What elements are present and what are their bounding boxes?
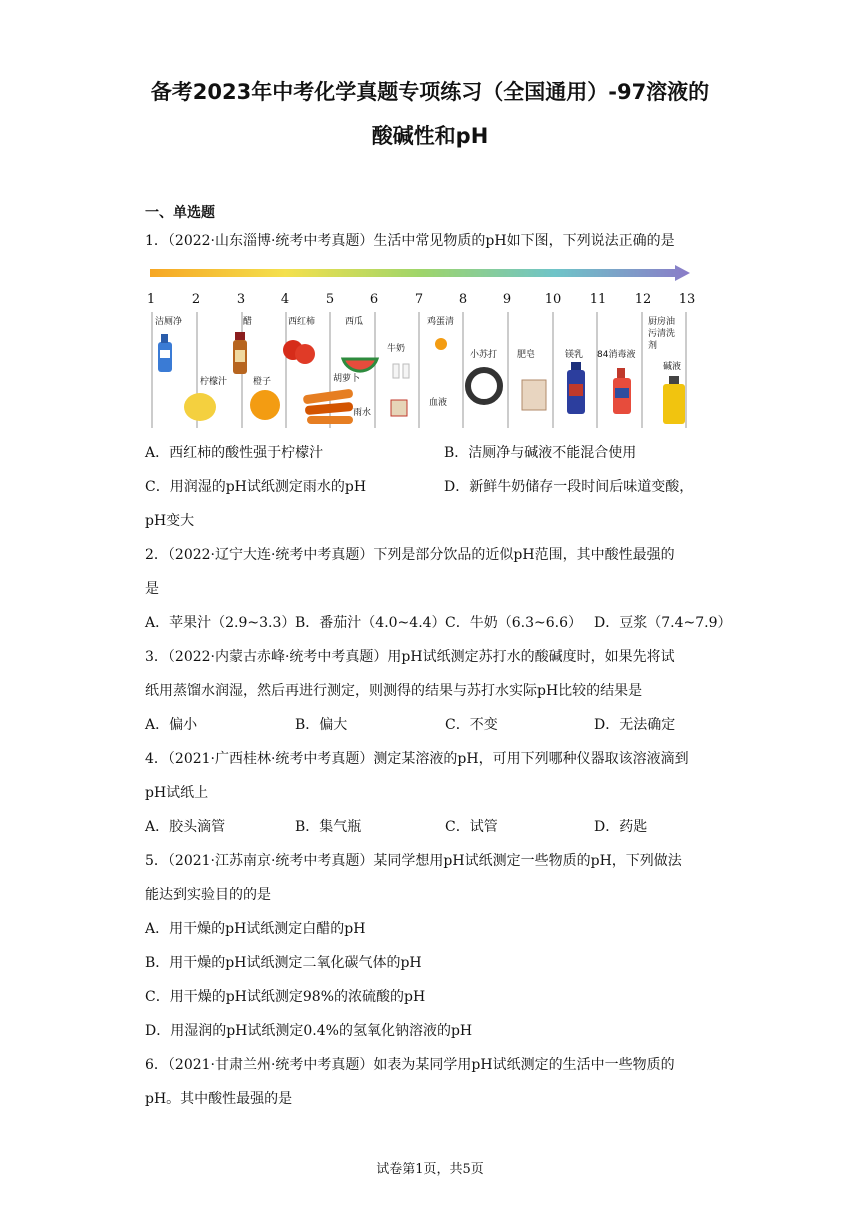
label-soap: 肥皂	[517, 350, 536, 360]
ph-tick: 7	[414, 292, 424, 307]
ph-scale-svg	[145, 262, 705, 432]
q5-option-b: B．用干燥的pH试纸测定二氧化碳气体的pH	[145, 955, 422, 971]
q3-option-b: B．偏大	[295, 717, 348, 733]
q2-stem-cont: 是	[145, 581, 159, 597]
orange-icon	[250, 390, 280, 420]
q6-stem-cont: pH。其中酸性最强的是	[145, 1091, 293, 1107]
label-carrot: 胡萝卜	[333, 374, 361, 384]
ph-tick: 2	[191, 292, 201, 307]
q3-option-d: D．无法确定	[594, 717, 676, 733]
label-watermelon: 西瓜	[345, 317, 364, 327]
q4-option-c: C．试管	[445, 819, 498, 835]
q5-option-c: C．用干燥的pH试纸测定98%的浓硫酸的pH	[145, 989, 426, 1005]
q2-option-b: B．番茄汁（4.0~4.4）	[295, 615, 446, 631]
q1-option-d: D．新鲜牛奶储存一段时间后味道变酸，	[444, 479, 694, 495]
soap-icon	[522, 380, 546, 410]
label-magnesia: 镁乳	[565, 350, 584, 360]
label-kitchen-cleaner: 厨房油	[648, 317, 676, 327]
q4-stem: 4．（2021·广西桂林·统考中考真题）测定某溶液的pH，可用下列哪种仪器取该溶液滴到	[145, 751, 689, 767]
label-blood: 血液	[429, 398, 448, 408]
q5-option-a: A．用干燥的pH试纸测定白醋的pH	[145, 921, 366, 937]
label-lemon-juice: 柠檬汁	[200, 377, 228, 387]
label-kitchen-cleaner: 污清洗	[648, 329, 676, 339]
ph-tick: 1	[146, 292, 156, 307]
q3-option-c: C．不变	[445, 717, 498, 733]
q4-stem-cont: pH试纸上	[145, 785, 209, 801]
q4-option-a: A．胶头滴管	[145, 819, 226, 835]
q4-option-d: D．药匙	[594, 819, 648, 835]
label-egg-white: 鸡蛋清	[427, 317, 455, 327]
ph-tick: 12	[634, 292, 652, 307]
label-kitchen-cleaner: 剂	[648, 341, 658, 351]
q2-option-c: C．牛奶（6.3~6.6）	[445, 615, 582, 631]
lemon-icon	[184, 393, 216, 421]
q1-option-c: C．用润湿的pH试纸测定雨水的pH	[145, 479, 367, 495]
label-alkali: 碱液	[663, 362, 682, 372]
q5-stem: 5．（2021·江苏南京·统考中考真题）某同学想用pH试纸测定一些物质的pH，下列做法	[145, 853, 682, 869]
ph-tick: 5	[325, 292, 335, 307]
q4-option-b: B．集气瓶	[295, 819, 362, 835]
egg-icon	[435, 338, 447, 350]
title-line-2: 酸碱性和pH	[371, 124, 489, 148]
ph-tick: 8	[458, 292, 468, 307]
page-footer: 试卷第1页，共5页	[376, 1162, 484, 1177]
tomato-icon	[283, 340, 315, 364]
q1-option-a: A．西红柿的酸性强于柠檬汁	[145, 445, 324, 461]
alkali-bottle-icon	[663, 376, 685, 424]
ph-tick: 3	[236, 292, 246, 307]
rain-sample-icon	[391, 400, 407, 416]
q6-stem: 6．（2021·甘肃兰州·统考中考真题）如表为某同学用pH试纸测定的生活中一些物质的	[145, 1057, 675, 1073]
milk-icon	[393, 364, 409, 378]
ph-scale-figure	[145, 262, 705, 432]
ph-tick: 11	[589, 292, 607, 307]
ph-tick: 9	[502, 292, 512, 307]
label-orange: 橙子	[253, 377, 272, 387]
ph-tick: 13	[678, 292, 696, 307]
ph-tick: 6	[369, 292, 379, 307]
label-milk: 牛奶	[387, 344, 406, 354]
baking-soda-icon	[468, 370, 500, 402]
label-84-disinfectant: 84消毒液	[597, 350, 636, 360]
q5-stem-cont: 能达到实验目的的是	[145, 887, 271, 903]
q2-option-d: D．豆浆（7.4~7.9）	[594, 615, 732, 631]
q2-option-a: A．苹果汁（2.9~3.3）	[145, 615, 296, 631]
label-vinegar: 醋	[243, 317, 253, 327]
q5-option-d: D．用湿润的pH试纸测定0.4%的氢氧化钠溶液的pH	[145, 1023, 473, 1039]
ph-gradient-arrow	[150, 265, 690, 281]
watermelon-icon	[343, 359, 377, 371]
q3-stem-cont: 纸用蒸馏水润湿，然后再进行测定，则测得的结果与苏打水实际pH比较的结果是	[145, 683, 643, 699]
label-baking-soda: 小苏打	[470, 350, 498, 360]
ph-tick: 4	[280, 292, 290, 307]
carrot-icon	[303, 389, 354, 424]
ph-tick: 10	[544, 292, 562, 307]
label-tomato: 西红柿	[288, 317, 316, 327]
magnesia-bottle-icon	[567, 362, 585, 414]
label-toilet-cleaner: 洁厕净	[155, 317, 183, 327]
vinegar-bottle-icon	[233, 332, 247, 374]
q1-stem: 1．（2022·山东淄博·统考中考真题）生活中常见物质的pH如下图，下列说法正确的是	[145, 233, 675, 249]
q3-stem: 3．（2022·内蒙古赤峰·统考中考真题）用pH试纸测定苏打水的酸碱度时，如果先将试	[145, 649, 675, 665]
q1-option-b: B．洁厕净与碱液不能混合使用	[444, 445, 637, 461]
q1-option-d-cont: pH变大	[145, 513, 195, 529]
toilet-cleaner-icon	[158, 334, 172, 372]
title-line-1: 备考2023年中考化学真题专项练习（全国通用）-97溶液的	[150, 80, 710, 104]
q3-option-a: A．偏小	[145, 717, 198, 733]
label-rain: 雨水	[353, 408, 372, 418]
section-heading: 一、单选题	[145, 205, 215, 221]
q2-stem: 2．（2022·辽宁大连·统考中考真题）下列是部分饮品的近似pH范围，其中酸性最强的	[145, 547, 675, 563]
disinfectant-bottle-icon	[613, 368, 631, 414]
document-title	[120, 70, 740, 158]
